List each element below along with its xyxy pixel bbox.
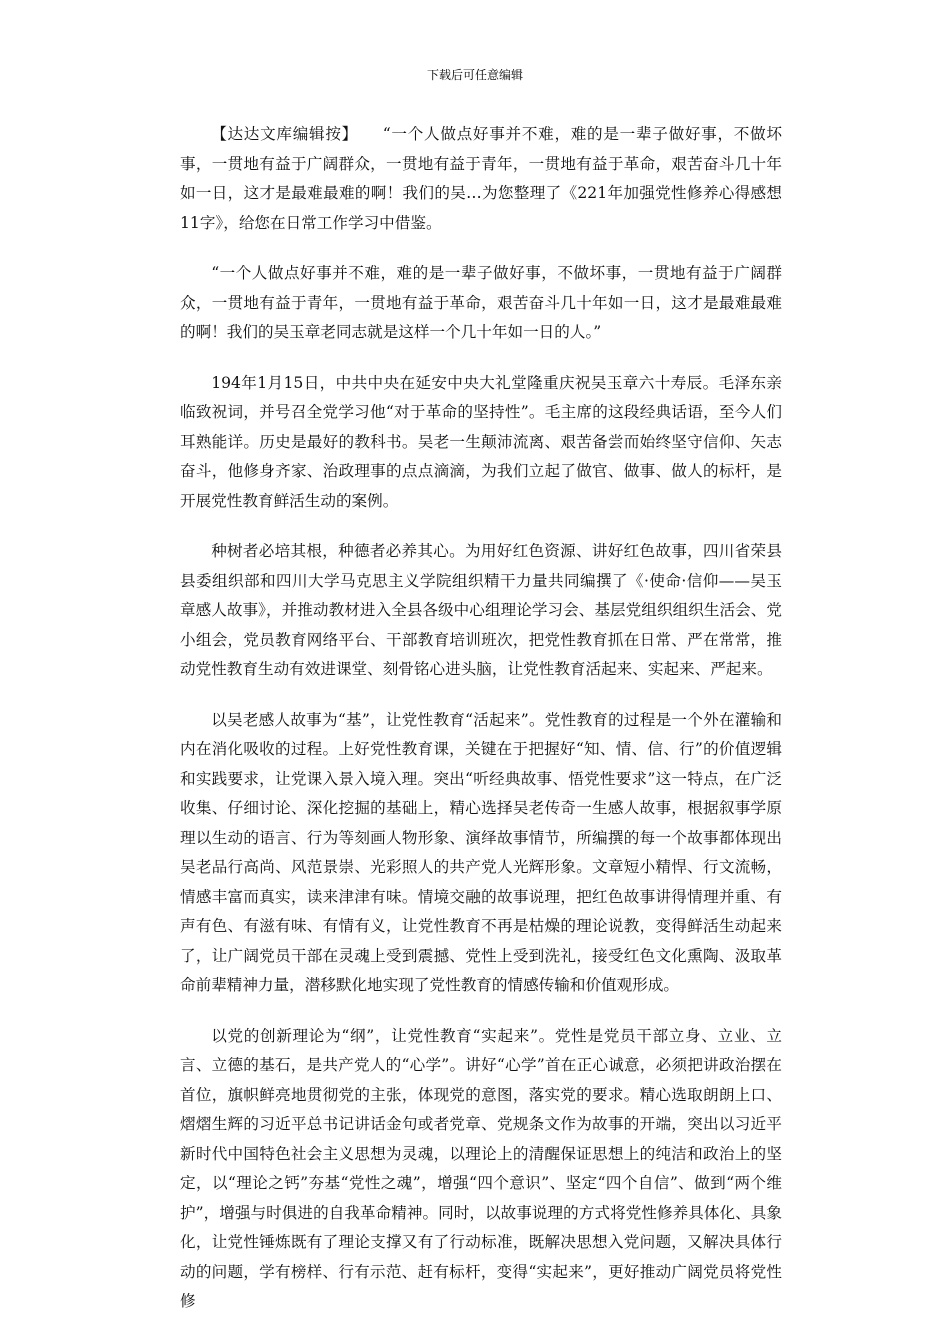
page-header: 下载后可任意编辑 [426, 68, 523, 82]
paragraph-theory: 以党的创新理论为“纲”，让党性教育“实起来”。党性是党员干部立身、立业、立言、立德的基石，是共产党人的“心学”。讲好“心学”首在正心诚意，必须把讲政治摆在首位，旗帜鲜亮地贯彻党的主张，体现党的意图，落实党的要求。精心选取朗朗上口、熠熠生辉的习近平总书记讲话金句或者党章、党规条文作为故事的开端，突出以习近平新时代中国特色社会主义思想为灵魂，以理论上的清醒保证思想上的纯洁和政治上的坚定，以“理论之钙”夯基“党性之魂”，增强“四个意识”、坚定“四个自信”、做到“两个维护”，增强与时俱进的自我革命精神。同时，以故事说理的方式将党性修养具体化、具象化，让党性锤炼既有了理论支撑又有了行动标准，既解决思想入党问题，又解决具体行动的问题，学有榜样、行有示范、赶有标杆，变得“实起来”，更好推动广阔党员将党性修 [180, 1026, 782, 1310]
paragraph-stories: 以吴老感人故事为“基”，让党性教育“活起来”。党性教育的过程是一个外在灌输和内在消化吸收的过程。上好党性教育课，关键在于把握好“知、情、信、行”的价值逻辑和实践要求，让党课入景入境入理。突出“听经典故事、悟党性要求”这一特点，在广泛收集、仔细讨论、深化挖掘的基础上，精心选择吴老传奇一生感人故事，根据叙事学原理以生动的语言、行为等刻画人物形象、演绎故事情节，所编撰的每一个故事都体现出吴老品行高尚、风范景崇、光彩照人的共产党人光辉形象。文章短小精悍、行文流畅，情感丰富而真实，读来津津有味。情境交融的故事说理，把红色故事讲得情理并重、有声有色、有滋有味、有情有义，让党性教育不再是枯燥的理论说教，变得鲜活生动起来了，让广阔党员干部在灵魂上受到震撼、党性上受到洗礼，接受红色文化熏陶、汲取革命前辈精神力量，潜移默化地实现了党性教育的情感传输和价值观形成。 [180, 710, 782, 994]
paragraph-quote: “一个人做点好事并不难，难的是一辈子做好事，不做坏事，一贯地有益于广阔群众，一贯地有益于青年，一贯地有益于革命，艰苦奋斗几十年如一日，这才是最难最难的啊！我们的吴玉章老同志就是这样一个几十年如一日的人。” [180, 264, 782, 341]
article-body [180, 120, 782, 1338]
paragraph-history: 194年1月15日，中共中央在延安中央大礼堂隆重庆祝吴玉章六十寿辰。毛泽东亲临致祝词，并号召全党学习他“对于革命的坚持性”。毛主席的这段经典话语，至今人们耳熟能详。历史是最好的教科书。吴老一生颠沛流离、艰苦备尝而始终坚守信仰、矢志奋斗，他修身齐家、治政理事的点点滴滴，为我们立起了做官、做事、做人的标杆，是开展党性教育鲜活生动的案例。 [180, 373, 782, 510]
paragraph-editor-note: 【达达文库编辑按】 “一个人做点好事并不难，难的是一辈子做好事，不做坏事，一贯地有益于广阔群众，一贯地有益于青年，一贯地有益于革命，艰苦奋斗几十年如一日，这才是最难最难的啊！我们的吴…为您整理了《221年加强党性修养心得感想11字》，给您在日常工作学习中借鉴。 [180, 125, 782, 232]
paragraph-textbook: 种树者必培其根，种德者必养其心。为用好红色资源、讲好红色故事，四川省荣县县委组织部和四川大学马克思主义学院组织精干力量共同编撰了《·使命·信仰——吴玉章感人故事》，并推动教材进入全县各级中心组理论学习会、基层党组织组织生活会、党小组会，党员教育网络平台、干部教育培训班次，把党性教育抓在日常、严在常常，推动党性教育生动有效进课堂、刻骨铭心进头脑，让党性教育活起来、实起来、严起来。 [180, 542, 782, 678]
